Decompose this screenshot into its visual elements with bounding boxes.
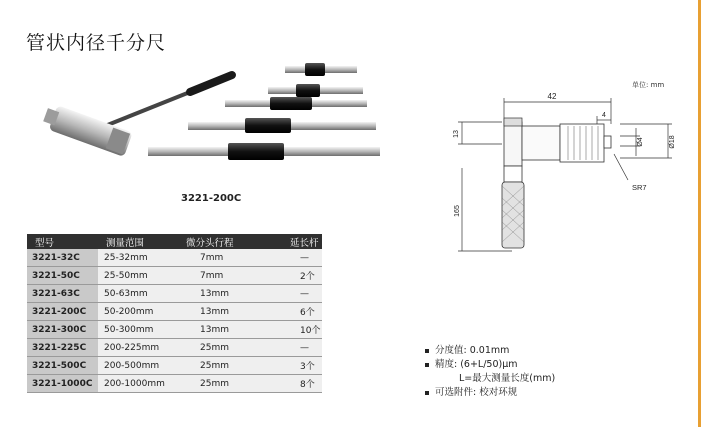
- spec-notes: [425, 344, 555, 400]
- cell-stroke: 25mm: [178, 375, 282, 393]
- dim-165-label: 165: [454, 205, 461, 217]
- cell-range: 50-300mm: [98, 321, 178, 339]
- note-resolution: [425, 344, 555, 358]
- table-row: [27, 357, 322, 375]
- cell-stroke: 7mm: [178, 267, 282, 285]
- cell-range: 50-63mm: [98, 285, 178, 303]
- bullet-icon: [425, 391, 429, 395]
- dim-13-label: 13: [453, 130, 460, 138]
- header-stroke: 微分头行程: [178, 234, 282, 249]
- header-model: 型号: [27, 234, 98, 249]
- cell-rods: 2个: [282, 267, 322, 285]
- cell-rods: 10个: [282, 321, 322, 339]
- note-accuracy-text: 精度: (6+L/50)μm: [435, 359, 518, 370]
- bullet-icon: [425, 363, 429, 367]
- cell-model: 3221-200C: [27, 303, 98, 321]
- bullet-icon: [425, 349, 429, 353]
- cell-rods: 3个: [282, 357, 322, 375]
- photo-caption: 3221-200C: [181, 193, 242, 204]
- cell-model: 3221-63C: [27, 285, 98, 303]
- table-row: [27, 249, 322, 267]
- note-optional: [425, 386, 555, 400]
- table-row: [27, 303, 322, 321]
- spec-table: [27, 234, 322, 393]
- note-accuracy-definition: L=最大测量长度(mm): [459, 373, 556, 384]
- cell-model: 3221-225C: [27, 339, 98, 357]
- cell-model: 3221-50C: [27, 267, 98, 285]
- table-row: [27, 267, 322, 285]
- cell-range: 200-225mm: [98, 339, 178, 357]
- cell-model: 3221-500C: [27, 357, 98, 375]
- cell-rods: —: [282, 249, 322, 267]
- cell-range: 200-1000mm: [98, 375, 178, 393]
- cell-rods: 6个: [282, 303, 322, 321]
- note-accuracy: [425, 358, 555, 372]
- accent-rule: [698, 0, 701, 427]
- sr7-label: SR7: [632, 183, 647, 192]
- table-row: [27, 285, 322, 303]
- cell-range: 200-500mm: [98, 357, 178, 375]
- technical-drawing: [440, 86, 690, 261]
- cell-stroke: 13mm: [178, 321, 282, 339]
- page-title: 管状内径千分尺: [26, 32, 167, 54]
- cell-stroke: 25mm: [178, 357, 282, 375]
- cell-stroke: 25mm: [178, 339, 282, 357]
- dim-4-label: 4: [602, 112, 606, 119]
- cell-rods: —: [282, 285, 322, 303]
- cell-stroke: 13mm: [178, 303, 282, 321]
- header-range: 测量范围: [98, 234, 178, 249]
- cell-range: 50-200mm: [98, 303, 178, 321]
- cell-model: 3221-300C: [27, 321, 98, 339]
- cell-rods: —: [282, 339, 322, 357]
- dim-42-label: 42: [547, 92, 557, 101]
- table-row: [27, 339, 322, 357]
- cell-range: 25-50mm: [98, 267, 178, 285]
- product-photo: [40, 58, 395, 188]
- note-resolution-text: 分度值: 0.01mm: [435, 345, 510, 356]
- table-header-row: [27, 234, 322, 249]
- cell-stroke: 7mm: [178, 249, 282, 267]
- note-optional-text: 可选附件: 校对环规: [435, 387, 518, 398]
- dia-4-label: Ø4: [637, 137, 644, 147]
- cell-model: 3221-32C: [27, 249, 98, 267]
- cell-range: 25-32mm: [98, 249, 178, 267]
- cell-model: 3221-1000C: [27, 375, 98, 393]
- table-row: [27, 321, 322, 339]
- unit-label: 单位: mm: [632, 81, 665, 89]
- cell-stroke: 13mm: [178, 285, 282, 303]
- header-rods: 延长杆: [282, 234, 322, 249]
- cell-rods: 8个: [282, 375, 322, 393]
- dia-18-label: Ø18: [669, 135, 676, 149]
- table-row: [27, 375, 322, 393]
